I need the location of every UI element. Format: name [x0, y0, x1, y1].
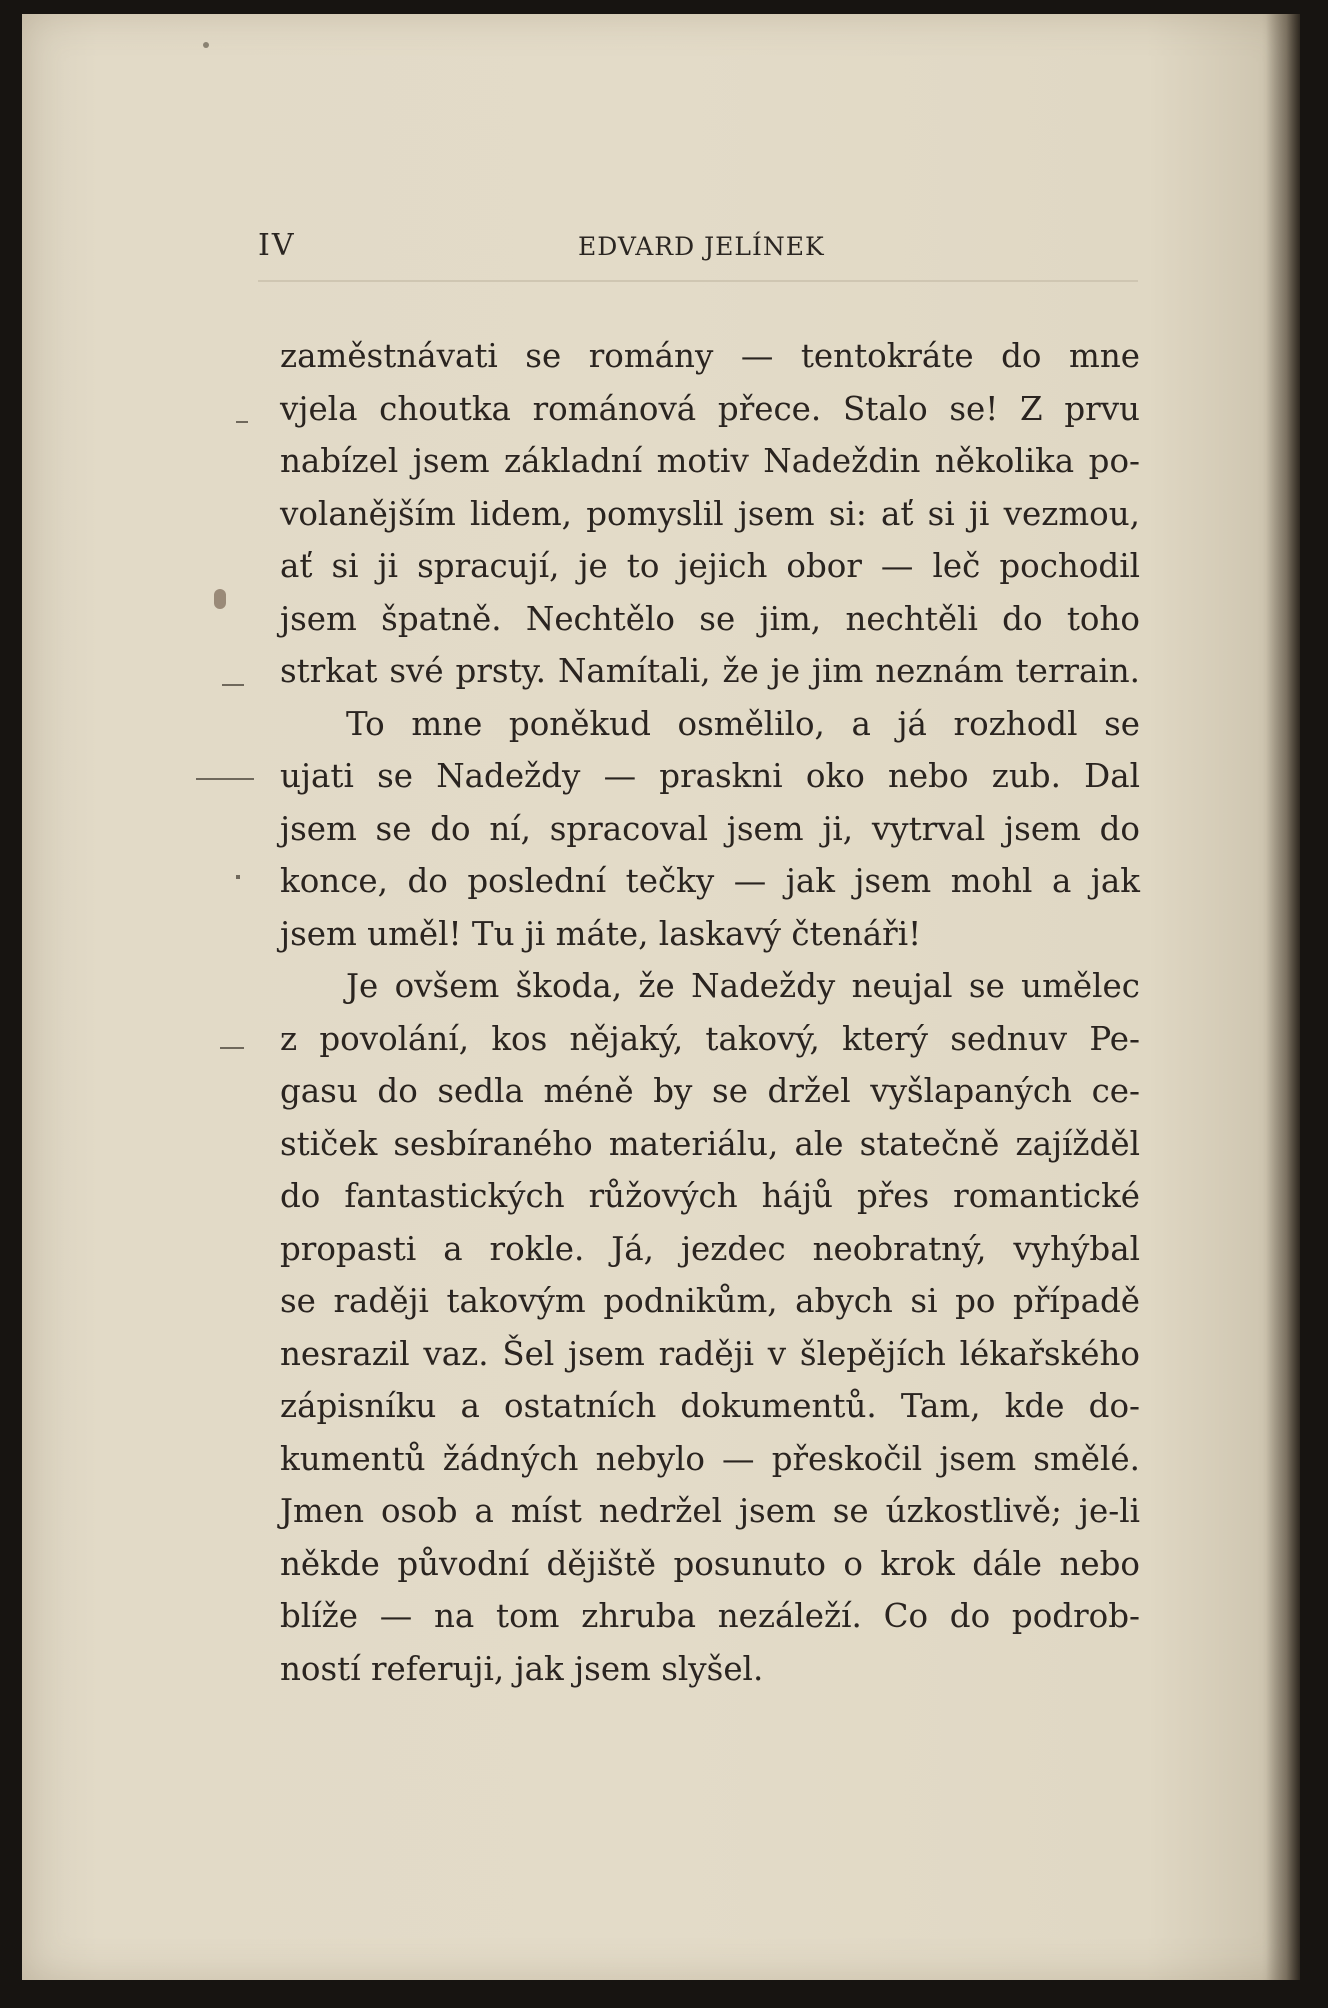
- text-line: ať si ji spracují, je to jejich obor — leč pochodil: [280, 547, 1140, 585]
- text-line: strkat své prsty. Namítali, že je jim neznám terrain.: [280, 652, 1140, 690]
- text-line: jsem uměl! Tu ji máte, laskavý čtenáři!: [280, 914, 922, 953]
- text-line: volanějším lidem, pomyslil jsem si: ať si ji vezmou,: [280, 494, 1140, 533]
- text-line: nabízel jsem základní motiv Nadeždin několika po-: [280, 442, 1140, 480]
- margin-dash: [222, 684, 244, 686]
- text-line: se raději takovým podnikům, abych si po případě: [280, 1282, 1140, 1320]
- text-line: jsem špatně. Nechtělo se jim, nechtěli do toho: [280, 599, 1140, 638]
- text-line: zaměstnávati se romány — tentokráte do mne: [280, 337, 1140, 375]
- margin-blot: [214, 589, 226, 609]
- page-number: IV: [258, 228, 296, 263]
- text-line: konce, do poslední tečky — jak jsem mohl a jak: [280, 862, 1140, 900]
- text-line: propasti a rokle. Já, jezdec neobratný, vyhýbal: [280, 1229, 1140, 1268]
- text-line: gasu do sedla méně by se držel vyšlapaných ce-: [280, 1072, 1140, 1110]
- text-line: Je ovšem škoda, že Nadeždy neujal se umělec: [346, 967, 1140, 1005]
- spine-shadow: [1266, 14, 1300, 1980]
- text-line: ujati se Nadeždy — praskni oko nebo zub. Dal: [280, 757, 1140, 795]
- text-line: do fantastických růžových hájů přes romantické: [280, 1177, 1140, 1215]
- text-line: Jmen osob a míst nedržel jsem se úzkostlivě; je-li: [280, 1492, 1140, 1530]
- running-header: [258, 228, 1138, 268]
- text-line: nesrazil vaz. Šel jsem raději v šlepějích lékařského: [280, 1334, 1140, 1373]
- text-line: někde původní dějiště posunuto o krok dále nebo: [280, 1544, 1140, 1583]
- text-line: z povolání, kos nějaký, takový, který sednuv Pe-: [280, 1019, 1140, 1058]
- header-rule: [258, 280, 1138, 282]
- margin-dash: [220, 1047, 244, 1049]
- text-line: stiček sesbíraného materiálu, ale statečně zajížděl: [280, 1124, 1140, 1163]
- text-line: vjela choutka románová přece. Stalo se! Z prvu: [280, 389, 1140, 428]
- text-line: blíže — na tom zhruba nezáleží. Co do podrob-: [280, 1597, 1140, 1635]
- text-line: jsem se do ní, spracoval jsem ji, vytrval jsem do: [280, 809, 1140, 848]
- margin-dash: [236, 421, 248, 423]
- text-line: kumentů žádných nebylo — přeskočil jsem smělé.: [280, 1439, 1140, 1478]
- text-line: zápisníku a ostatních dokumentů. Tam, kde do-: [280, 1387, 1140, 1425]
- body-text: [280, 330, 1140, 1695]
- margin-dot: [203, 42, 209, 48]
- running-title: EDVARD JELÍNEK: [578, 232, 825, 261]
- margin-dot: [236, 875, 240, 879]
- text-line: ností referuji, jak jsem slyšel.: [280, 1649, 764, 1688]
- text-line: To mne poněkud osmělilo, a já rozhodl se: [346, 704, 1140, 743]
- margin-dash: [196, 778, 254, 780]
